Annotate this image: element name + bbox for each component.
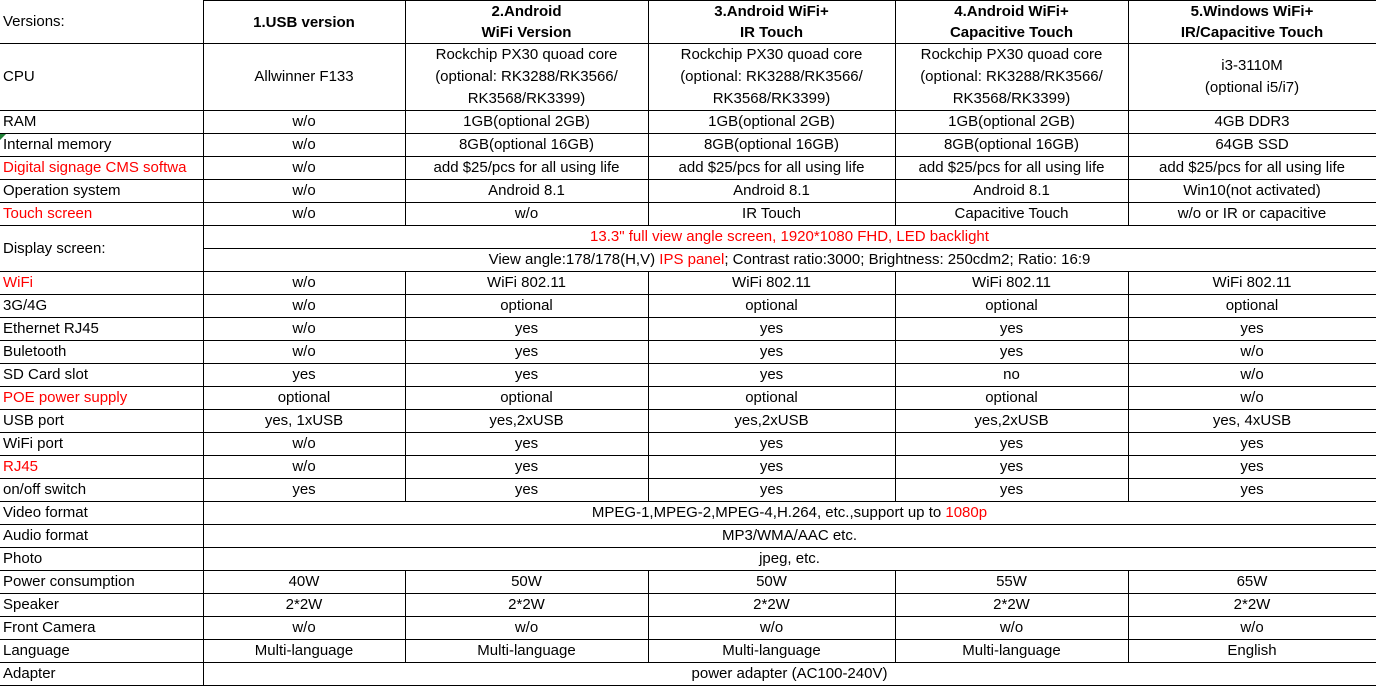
red-text-segment: 1080p (945, 504, 988, 521)
row-label-language (0, 640, 203, 663)
row-label-text: on/off switch (3, 481, 87, 498)
cell-3g-4g-3: optional (648, 295, 895, 318)
header-versions-label: Versions: (0, 1, 203, 44)
cell-line: (optional i5/i7) (1204, 79, 1300, 96)
table-row (0, 617, 1376, 640)
column-header-2 (405, 1, 648, 44)
cell-line: RK3568/RK3399) (712, 90, 831, 107)
cell-language-4: Multi-language (895, 640, 1128, 663)
cell-touch-screen-3: IR Touch (648, 203, 895, 226)
cell-on-off-switch-4: yes (895, 479, 1128, 502)
row-label-text: Photo (3, 550, 43, 567)
display-screen-spec-line2 (203, 249, 1376, 272)
column-header-line: 5.Windows WiFi+ (1190, 3, 1314, 20)
cell-on-off-switch-3: yes (648, 479, 895, 502)
cell-cms-software-1: w/o (203, 157, 405, 180)
cell-cms-software-4: add $25/pcs for all using life (895, 157, 1128, 180)
row-label-bluetooth (0, 341, 203, 364)
table-row (0, 387, 1376, 410)
table-row (0, 364, 1376, 387)
table-row (0, 44, 1376, 111)
cell-on-off-switch-5: yes (1128, 479, 1376, 502)
table-row (0, 548, 1376, 571)
table-row (0, 318, 1376, 341)
table-row (0, 134, 1376, 157)
cell-rj45-1: w/o (203, 456, 405, 479)
row-label-internal-memory (0, 134, 203, 157)
table-row (0, 272, 1376, 295)
table-row (0, 571, 1376, 594)
row-label-adapter (0, 663, 203, 686)
cell-power-consumption-5: 65W (1128, 571, 1376, 594)
cell-wifi-port-2: yes (405, 433, 648, 456)
cell-poe-power-supply-2: optional (405, 387, 648, 410)
display-screen-spec-line1 (203, 226, 1376, 249)
cell-wifi-port-3: yes (648, 433, 895, 456)
cell-line: Rockchip PX30 quoad core (680, 46, 863, 63)
cell-sd-card-slot-5: w/o (1128, 364, 1376, 387)
table-row (0, 594, 1376, 617)
column-header-line: 1.USB version (253, 13, 355, 31)
table-row (0, 479, 1376, 502)
row-label-text: RJ45 (3, 458, 39, 475)
cell-wifi-port-1: w/o (203, 433, 405, 456)
column-header-3 (648, 1, 895, 44)
column-header-line: IR/Capacitive Touch (1180, 24, 1324, 41)
row-label-text: USB port (3, 412, 64, 429)
cell-ram-2: 1GB(optional 2GB) (405, 111, 648, 134)
cell-video-format (203, 502, 1376, 525)
cell-language-1: Multi-language (203, 640, 405, 663)
cell-line: RK3568/RK3399) (467, 90, 586, 107)
cell-power-consumption-1: 40W (203, 571, 405, 594)
table-row (0, 640, 1376, 663)
cell-bluetooth-1: w/o (203, 341, 405, 364)
cell-operation-system-5: Win10(not activated) (1128, 180, 1376, 203)
row-label-front-camera (0, 617, 203, 640)
row-label-audio-format (0, 525, 203, 548)
cell-ethernet-rj45-1: w/o (203, 318, 405, 341)
cell-poe-power-supply-3: optional (648, 387, 895, 410)
cell-power-consumption-2: 50W (405, 571, 648, 594)
cell-usb-port-4: yes,2xUSB (895, 410, 1128, 433)
cell-wifi-port-4: yes (895, 433, 1128, 456)
cell-ethernet-rj45-5: yes (1128, 318, 1376, 341)
cell-rj45-3: yes (648, 456, 895, 479)
cell-ram-3: 1GB(optional 2GB) (648, 111, 895, 134)
cell-3g-4g-2: optional (405, 295, 648, 318)
row-label-text: CPU (3, 68, 35, 85)
cell-line: i3-3110M (1221, 57, 1283, 74)
row-label-text: WiFi (3, 274, 33, 291)
column-header-line: 4.Android WiFi+ (954, 3, 1069, 20)
cell-line: Rockchip PX30 quoad core (435, 46, 618, 63)
cell-front-camera-4: w/o (895, 617, 1128, 640)
row-label-text: POE power supply (3, 389, 128, 406)
row-label-text: Audio format (3, 527, 89, 544)
cell-audio-format (203, 525, 1376, 548)
cell-wifi-2: WiFi 802.11 (405, 272, 648, 295)
row-label-video-format (0, 502, 203, 525)
cell-power-consumption-4: 55W (895, 571, 1128, 594)
row-label-cms-software (0, 157, 203, 180)
table-row (0, 410, 1376, 433)
cell-ram-5: 4GB DDR3 (1128, 111, 1376, 134)
row-label-text: Video format (3, 504, 88, 521)
cell-poe-power-supply-4: optional (895, 387, 1128, 410)
cell-poe-power-supply-5: w/o (1128, 387, 1376, 410)
row-label-wifi-port (0, 433, 203, 456)
column-header-line: IR Touch (739, 24, 804, 41)
row-label-photo (0, 548, 203, 571)
row-label-text: Adapter (3, 665, 56, 682)
cell-sd-card-slot-2: yes (405, 364, 648, 387)
cell-bluetooth-3: yes (648, 341, 895, 364)
cell-cpu-2 (405, 44, 648, 111)
cell-line: RK3568/RK3399) (952, 90, 1071, 107)
cell-bluetooth-2: yes (405, 341, 648, 364)
cell-bluetooth-4: yes (895, 341, 1128, 364)
cell-operation-system-2: Android 8.1 (405, 180, 648, 203)
column-header-5 (1128, 1, 1376, 44)
cell-wifi-5: WiFi 802.11 (1128, 272, 1376, 295)
cell-usb-port-3: yes,2xUSB (648, 410, 895, 433)
row-label-text: Digital signage CMS softwa (3, 159, 187, 176)
table-row (0, 456, 1376, 479)
cell-cpu-4 (895, 44, 1128, 111)
cell-on-off-switch-2: yes (405, 479, 648, 502)
cell-rj45-5: yes (1128, 456, 1376, 479)
row-label-text: Speaker (3, 596, 59, 613)
row-label-power-consumption (0, 571, 203, 594)
cell-internal-memory-2: 8GB(optional 16GB) (405, 134, 648, 157)
cell-internal-memory-3: 8GB(optional 16GB) (648, 134, 895, 157)
cell-touch-screen-1: w/o (203, 203, 405, 226)
cell-ethernet-rj45-2: yes (405, 318, 648, 341)
row-label-text: Touch screen (3, 205, 93, 222)
cell-power-consumption-3: 50W (648, 571, 895, 594)
cell-operation-system-3: Android 8.1 (648, 180, 895, 203)
row-label-usb-port (0, 410, 203, 433)
column-header-line: Capacitive Touch (949, 24, 1074, 41)
cell-usb-port-2: yes,2xUSB (405, 410, 648, 433)
row-label-text: Power consumption (3, 573, 135, 590)
column-header-4 (895, 1, 1128, 44)
cell-speaker-4: 2*2W (895, 594, 1128, 617)
cell-touch-screen-5: w/o or IR or capacitive (1128, 203, 1376, 226)
row-label-text: Language (3, 642, 70, 659)
cell-line: (optional: RK3288/RK3566/ (680, 68, 863, 85)
cell-front-camera-1: w/o (203, 617, 405, 640)
text-segment: MPEG-1,MPEG-2,MPEG-4,H.264, etc.,support up to (591, 504, 946, 521)
row-label-operation-system (0, 180, 203, 203)
cell-ram-4: 1GB(optional 2GB) (895, 111, 1128, 134)
cell-3g-4g-4: optional (895, 295, 1128, 318)
row-label-on-off-switch (0, 479, 203, 502)
row-label-text: RAM (3, 113, 37, 130)
cell-sd-card-slot-1: yes (203, 364, 405, 387)
cell-cms-software-5: add $25/pcs for all using life (1128, 157, 1376, 180)
row-label-ram (0, 111, 203, 134)
cell-front-camera-5: w/o (1128, 617, 1376, 640)
row-label-rj45 (0, 456, 203, 479)
row-label-text: WiFi port (3, 435, 63, 452)
cell-usb-port-1: yes, 1xUSB (203, 410, 405, 433)
row-label-text: Buletooth (3, 343, 67, 360)
cell-usb-port-5: yes, 4xUSB (1128, 410, 1376, 433)
cell-cms-software-2: add $25/pcs for all using life (405, 157, 648, 180)
cell-wifi-1: w/o (203, 272, 405, 295)
table-row (0, 663, 1376, 686)
cell-speaker-2: 2*2W (405, 594, 648, 617)
table-row (0, 226, 1376, 249)
cell-sd-card-slot-3: yes (648, 364, 895, 387)
cell-internal-memory-5: 64GB SSD (1128, 134, 1376, 157)
table-row (0, 249, 1376, 272)
row-label-touch-screen (0, 203, 203, 226)
row-label-ethernet-rj45 (0, 318, 203, 341)
table-row (0, 341, 1376, 364)
cell-language-2: Multi-language (405, 640, 648, 663)
table-row (0, 203, 1376, 226)
cell-rj45-2: yes (405, 456, 648, 479)
cell-wifi-port-5: yes (1128, 433, 1376, 456)
cell-front-camera-2: w/o (405, 617, 648, 640)
table-row (0, 433, 1376, 456)
text-segment: View angle:178/178(H,V) (488, 251, 660, 268)
row-label-display-screen (0, 226, 203, 272)
cell-on-off-switch-1: yes (203, 479, 405, 502)
cell-3g-4g-5: optional (1128, 295, 1376, 318)
cell-front-camera-3: w/o (648, 617, 895, 640)
table-row (0, 157, 1376, 180)
cell-touch-screen-4: Capacitive Touch (895, 203, 1128, 226)
cell-touch-screen-2: w/o (405, 203, 648, 226)
column-header-1 (203, 1, 405, 44)
cell-photo (203, 548, 1376, 571)
cell-internal-memory-1: w/o (203, 134, 405, 157)
cell-operation-system-4: Android 8.1 (895, 180, 1128, 203)
cell-poe-power-supply-1: optional (203, 387, 405, 410)
table-row (0, 111, 1376, 134)
row-label-text: Operation system (3, 182, 121, 199)
table-row (0, 295, 1376, 318)
row-label-wifi (0, 272, 203, 295)
cell-internal-memory-4: 8GB(optional 16GB) (895, 134, 1128, 157)
column-header-line: 2.Android (491, 3, 562, 20)
cell-line: Rockchip PX30 quoad core (920, 46, 1103, 63)
row-label-sd-card-slot (0, 364, 203, 387)
row-label-cpu (0, 44, 203, 111)
text-segment: MP3/WMA/AAC etc. (721, 527, 858, 544)
cell-ethernet-rj45-4: yes (895, 318, 1128, 341)
text-segment: jpeg, etc. (759, 550, 820, 567)
column-header-line: 3.Android WiFi+ (714, 3, 829, 20)
cell-operation-system-1: w/o (203, 180, 405, 203)
cell-cpu-1 (203, 44, 405, 111)
red-text-segment: IPS panel (659, 251, 725, 268)
cell-adapter (203, 663, 1376, 686)
red-text-segment: 13.3" full view angle screen, 1920*1080 FHD, LED backlight (590, 228, 989, 245)
cell-rj45-4: yes (895, 456, 1128, 479)
row-label-text: Ethernet RJ45 (3, 320, 99, 337)
cell-language-5: English (1128, 640, 1376, 663)
cell-line: Allwinner F133 (254, 68, 354, 85)
table-row (0, 502, 1376, 525)
row-label-text: Internal memory (3, 136, 112, 153)
cell-language-3: Multi-language (648, 640, 895, 663)
cell-speaker-1: 2*2W (203, 594, 405, 617)
cell-cpu-5 (1128, 44, 1376, 111)
cell-cms-software-3: add $25/pcs for all using life (648, 157, 895, 180)
row-label-speaker (0, 594, 203, 617)
table-row (0, 525, 1376, 548)
row-label-text: 3G/4G (3, 297, 48, 314)
cell-line: (optional: RK3288/RK3566/ (920, 68, 1103, 85)
text-segment: power adapter (AC100-240V) (691, 665, 888, 682)
cell-cpu-3 (648, 44, 895, 111)
green-corner-flag-icon (0, 134, 6, 140)
row-label-text: Front Camera (3, 619, 96, 636)
column-header-line: WiFi Version (481, 24, 572, 41)
cell-ram-1: w/o (203, 111, 405, 134)
cell-bluetooth-5: w/o (1128, 341, 1376, 364)
cell-sd-card-slot-4: no (895, 364, 1128, 387)
table-row (0, 180, 1376, 203)
cell-wifi-3: WiFi 802.11 (648, 272, 895, 295)
cell-speaker-5: 2*2W (1128, 594, 1376, 617)
cell-line: (optional: RK3288/RK3566/ (435, 68, 618, 85)
cell-ethernet-rj45-3: yes (648, 318, 895, 341)
header-row (0, 1, 1376, 44)
cell-wifi-4: WiFi 802.11 (895, 272, 1128, 295)
row-label-poe-power-supply (0, 387, 203, 410)
cell-speaker-3: 2*2W (648, 594, 895, 617)
text-segment: ; Contrast ratio:3000; Brightness: 250cdm2; Ratio: 16:9 (724, 251, 1091, 268)
row-label-text: Display screen: (3, 239, 106, 257)
row-label-3g-4g (0, 295, 203, 318)
row-label-text: SD Card slot (3, 366, 89, 383)
cell-3g-4g-1: w/o (203, 295, 405, 318)
